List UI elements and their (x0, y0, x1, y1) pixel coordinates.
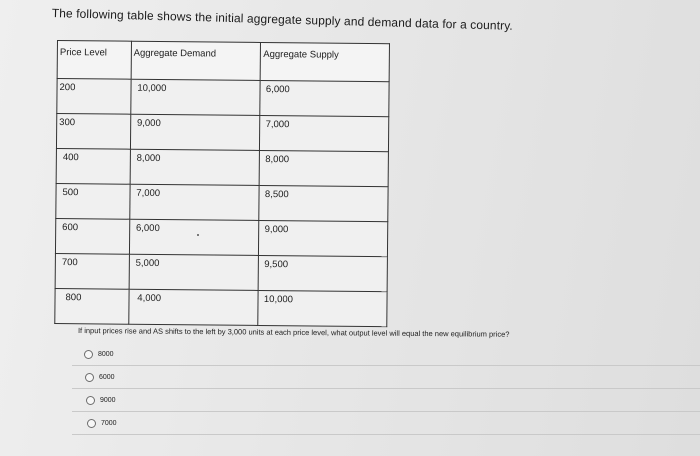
answer-option-6000[interactable] (72, 366, 700, 389)
option-label: 7000 (101, 419, 117, 427)
table-row (57, 79, 389, 117)
table-row (55, 253, 387, 291)
question-text: If input prices rise and AS shifts to the left by 3,000 units at each price level, what output level will equal the new equilibrium price? (77, 326, 510, 339)
price-cell: 200 (57, 79, 131, 115)
answer-option-9000[interactable] (72, 389, 700, 412)
price-cell: 500 (56, 183, 130, 219)
stray-mark (197, 234, 199, 236)
table-header-row (57, 41, 389, 82)
header-aggregate-demand: Aggregate Demand (131, 41, 261, 80)
radio-button-icon[interactable] (84, 350, 93, 359)
header-price-level: Price Level (57, 41, 131, 80)
table-row (56, 148, 388, 186)
option-label: 8000 (98, 350, 114, 358)
demand-cell: 6,000 (129, 219, 259, 255)
demand-cell: 5,000 (129, 254, 259, 290)
table-row (56, 183, 388, 221)
table-row (56, 114, 388, 152)
table-row (55, 218, 387, 256)
supply-cell: 8,500 (259, 185, 388, 221)
demand-cell: 9,000 (130, 114, 260, 150)
price-cell: 600 (55, 218, 129, 254)
demand-cell: 10,000 (131, 79, 261, 115)
header-aggregate-supply: Aggregate Supply (261, 42, 390, 81)
price-cell: 800 (55, 288, 129, 324)
option-label: 9000 (100, 396, 116, 404)
demand-cell: 8,000 (130, 149, 260, 185)
supply-cell: 9,000 (259, 220, 388, 256)
supply-cell: 10,000 (258, 290, 387, 326)
answer-options (72, 343, 700, 435)
supply-cell: 6,000 (260, 80, 389, 116)
radio-button-icon[interactable] (86, 396, 95, 405)
supply-cell: 9,500 (259, 255, 388, 291)
option-label: 6000 (99, 373, 115, 381)
demand-cell: 7,000 (130, 184, 260, 220)
question-intro: The following table shows the initial aggregate supply and demand data for a country. (51, 6, 514, 33)
price-cell: 300 (56, 114, 130, 150)
price-cell: 400 (56, 148, 130, 184)
radio-button-icon[interactable] (85, 373, 94, 382)
table-row (55, 288, 387, 326)
price-cell: 700 (55, 253, 129, 289)
answer-option-7000[interactable] (72, 412, 700, 435)
supply-cell: 7,000 (260, 115, 389, 151)
radio-button-icon[interactable] (87, 419, 96, 428)
demand-cell: 4,000 (129, 289, 259, 325)
answer-option-8000[interactable] (72, 343, 700, 366)
supply-cell: 8,000 (260, 150, 389, 186)
ad-as-table (54, 40, 390, 327)
